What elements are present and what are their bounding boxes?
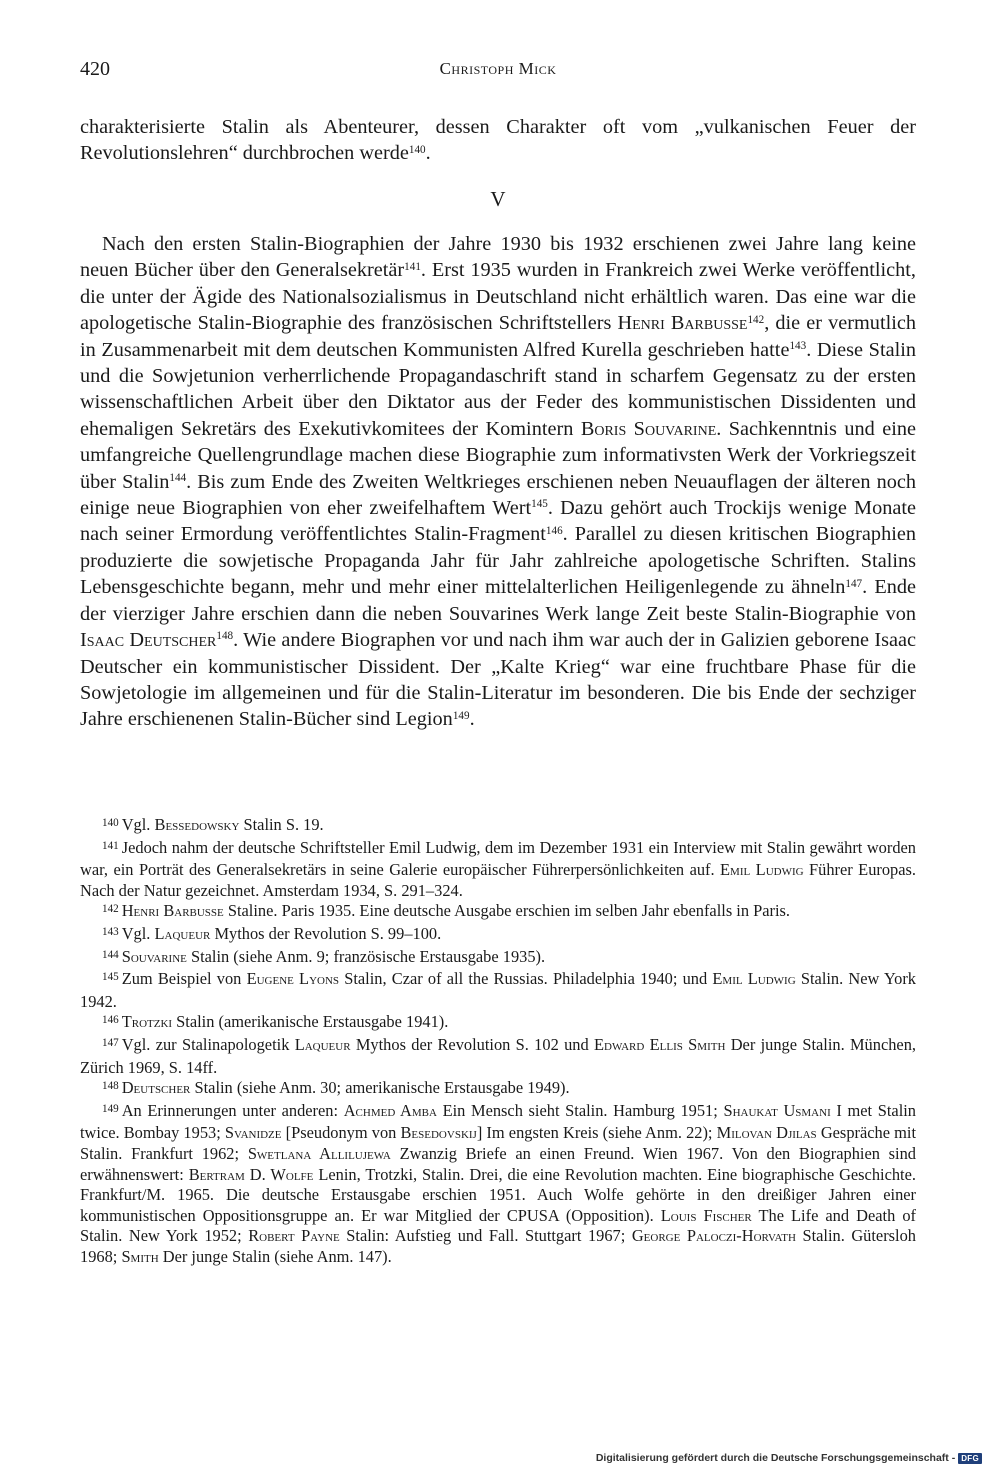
author-name: Edward Ellis Smith (593, 1034, 726, 1054)
footnote: $^{143}$ Vgl. Laqueur Mythos der Revolution S. 99–100. (102, 923, 442, 943)
author-name: Emil Ludwig (712, 969, 796, 989)
author-name: George Paloczi-Horvath (631, 1226, 796, 1246)
author-name: Trotzki (121, 1012, 173, 1032)
footnote-number: 144 (102, 948, 119, 961)
author-name: Eugene Lyons (246, 969, 340, 989)
footnote: $^{141}$ Jedoch nahm der deutsche Schriftsteller Emil Ludwig, dem im Dezember 1931 ein Interview mit Stalin gewährt worden war, ein Porträt des Generalsekretärs in seine Galerie europäischer Führerpersönlichkeiten auf. Emil Ludwig Führer Europas. Nach der Natur gezeichnet. Amsterdam 1934, S. 291–324. (80, 837, 916, 900)
author-name: Smith (121, 1246, 159, 1266)
footnote-reference: 146 (545, 524, 563, 537)
footnote-reference: 143 (789, 339, 807, 352)
author-name: Bertram D. Wolfe (188, 1164, 314, 1184)
author-name: Emil Ludwig (720, 860, 804, 880)
footnote-number: 145 (102, 971, 119, 984)
footnote-reference: 142 (747, 313, 765, 326)
author-name: Svanidze (224, 1123, 282, 1143)
footnote-reference: 149 (452, 709, 470, 722)
author-name: Besedovskij (400, 1123, 477, 1143)
page-header (80, 58, 916, 88)
author-name: Achmed Amba (343, 1100, 437, 1120)
footnote-reference: 141 (404, 260, 421, 273)
author-name: Louis Fischer (660, 1205, 752, 1225)
intro-paragraph (80, 114, 916, 167)
footnote-reference: 148 (216, 630, 234, 643)
page-number: 420 (80, 58, 110, 80)
author-name: Laqueur (294, 1034, 351, 1054)
digitization-notice (596, 1452, 982, 1464)
section-heading: V (490, 187, 506, 211)
paragraph-text: charakterisierte Stalin als Abenteurer, dessen Charakter oft vom „vulkanischen Feuer der Revolutionslehren“ durchbrochen werde$^{140}$. (80, 116, 916, 165)
footnote-number: 140 (102, 817, 119, 830)
footnote: $^{146}$ Trotzki Stalin (amerikanische Erstausgabe 1941). (102, 1012, 449, 1032)
author-name: Henri Barbusse (617, 312, 748, 335)
footnote-reference: 147 (845, 577, 863, 590)
author-name: Bessedowsky (154, 815, 240, 834)
footnote: $^{142}$ Henri Barbusse Staline. Paris 1935. Eine deutsche Ausgabe erschien im selben Jahr ebenfalls in Paris. (102, 901, 791, 921)
footnote-number: 147 (102, 1037, 119, 1050)
footnote-number: 148 (102, 1080, 119, 1093)
author-name: Souvarine (121, 946, 187, 966)
digitization-notice-text: Digitalisierung gefördert durch die Deutsche Forschungsgemeinschaft - (595, 1452, 956, 1464)
footnote: $^{145}$ Zum Beispiel von Eugene Lyons Stalin, Czar of all the Russias. Philadelphia 1940; und Emil Ludwig Stalin. New York 1942. (80, 969, 916, 1011)
footnote-number: 146 (102, 1014, 119, 1027)
footnote: $^{149}$ An Erinnerungen unter anderen: Achmed Amba Ein Mensch sieht Stalin. Hamburg 1951; Shaukat Usmani I met Stalin twice. Bombay 1953; Svanidze [Pseudonym von Besedovskij] Im engsten Kreis (siehe Anm. 22); Milovan Djilas Gespräche mit Stalin. Frankfurt 1962; Swetlana Allilujewa Zwanzig Briefe an einen Freund. Wien 1967. Von den Biographien sind erwähnenswert: Bertram D. Wolfe Lenin, Trotzki, Stalin. Drei, die eine Revolution machten. Eine biographische Geschichte. Frankfurt/M. 1965. Die deutsche Erstausgabe erschien 1951. Auch Wolfe gehörte in den dreißiger Jahren einer kommunistischen Oppositionsgruppe an. Er war Mitglied der CPUSA (Opposition). Louis Fischer The Life and Death of Stalin. New York 1952; Robert Payne Stalin: Aufstieg und Fall. Stuttgart 1967; George Paloczi-Horvath Stalin. Gütersloh 1968; Smith Der junge Stalin (siehe Anm. 147). (80, 1100, 916, 1266)
author-name: Laqueur (154, 923, 211, 943)
author-name: Robert Payne (248, 1226, 340, 1246)
main-paragraph (80, 231, 916, 733)
footnote-reference: 144 (169, 471, 187, 484)
footnote-number: 149 (102, 1102, 119, 1115)
footnote: $^{144}$ Souvarine Stalin (siehe Anm. 9; französische Erstausgabe 1935). (102, 946, 546, 966)
footnotes (80, 815, 916, 1267)
footnote-number: 141 (102, 839, 119, 852)
author-name: Isaac Deutscher (80, 629, 217, 652)
footnote-number: 143 (102, 926, 119, 939)
footnote-reference: 145 (531, 498, 548, 511)
author-name: Deutscher (121, 1078, 191, 1098)
footnote-reference: 140 (408, 143, 426, 156)
author-name: Henri Barbusse (121, 901, 224, 921)
footnote-number: 142 (102, 903, 119, 916)
author-name: Milovan Djilas (716, 1123, 817, 1143)
author-name: Shaukat Usmani (723, 1100, 831, 1120)
paragraph-text: Nach den ersten Stalin-Biographien der Jahre 1930 bis 1932 erschienen zwei Jahre lang keine neuen Bücher über den Generalsekretär$^{141}$. Erst 1935 wurden in Frankreich zwei Werke veröffentlicht, die unter der Ägide des Nationalsozialismus in Deutschland nicht erhältlich waren. Das eine war die apologetische Stalin-Biographie des französischen Schriftstellers Henri Barbusse$^{142}$, die er vermutlich in Zusammenarbeit mit dem deutschen Kommunisten Alfred Kurella geschrieben hatte$^{143}$. Diese Stalin und die Sowjetunion verherrlichende Propagandaschrift stand in scharfem Gegensatz zu der ersten wissenschaftlichen Arbeit über den Diktator aus der Feder des kommunistischen Dissidenten und ehemaligen Sekretärs des Exekutivkomitees der Komintern Boris Souvarine. Sachkenntnis und eine umfangreiche Quellengrundlage machen diese Biographie zum informativsten Werk der Vorkriegszeit über Stalin$^{144}$. Bis zum Ende des Zweiten Weltkrieges erschienen neben Neuauflagen der älteren noch einige neue Biographien von eher zweifelhaftem Wert$^{145}$. Dazu gehört auch Trockijs wenige Monate nach seiner Ermordung veröffentlichtes Stalin-Fragment$^{146}$. Parallel zu diesen kritischen Biographien produzierte die sowjetische Propaganda Jahr für Jahr zahlreiche apologetische Schriften. Stalins Lebensgeschichte begann, mehr und mehr einer mittelalterlichen Heiligenlegende zu ähneln$^{147}$. Ende der vierziger Jahre erschien dann die neben Souvarines Werk lange Zeit beste Stalin-Biographie von Isaac Deutscher$^{148}$. Wie andere Biographen vor und nach ihm war auch der in Galizien geborene Isaac Deutscher ein kommunistischer Dissident. Der „Kalte Krieg“ war eine fruchtbare Phase für die Sowjetologie im allgemeinen und für die Stalin-Literatur im besonderen. Die bis Ende der sechziger Jahre erschienenen Stalin-Bücher sind Legion$^{149}$. (80, 233, 917, 731)
author-name: Swetlana Allilujewa (247, 1143, 391, 1163)
footnote: $^{147}$ Vgl. zur Stalinapologetik Laqueur Mythos der Revolution S. 102 und Edward Ellis Smith Der junge Stalin. München, Zürich 1969, S. 14ff. (80, 1034, 916, 1077)
running-head: Christoph Mick (439, 59, 557, 78)
footnote: $^{148}$ Deutscher Stalin (siehe Anm. 30; amerikanische Erstausgabe 1949). (102, 1078, 570, 1098)
author-name: Boris Souvarine (580, 417, 717, 440)
dfg-logo-icon: DFG (958, 1453, 982, 1464)
footnote: $^{140}$ Vgl. Bessedowsky Stalin S. 19. (102, 815, 324, 834)
